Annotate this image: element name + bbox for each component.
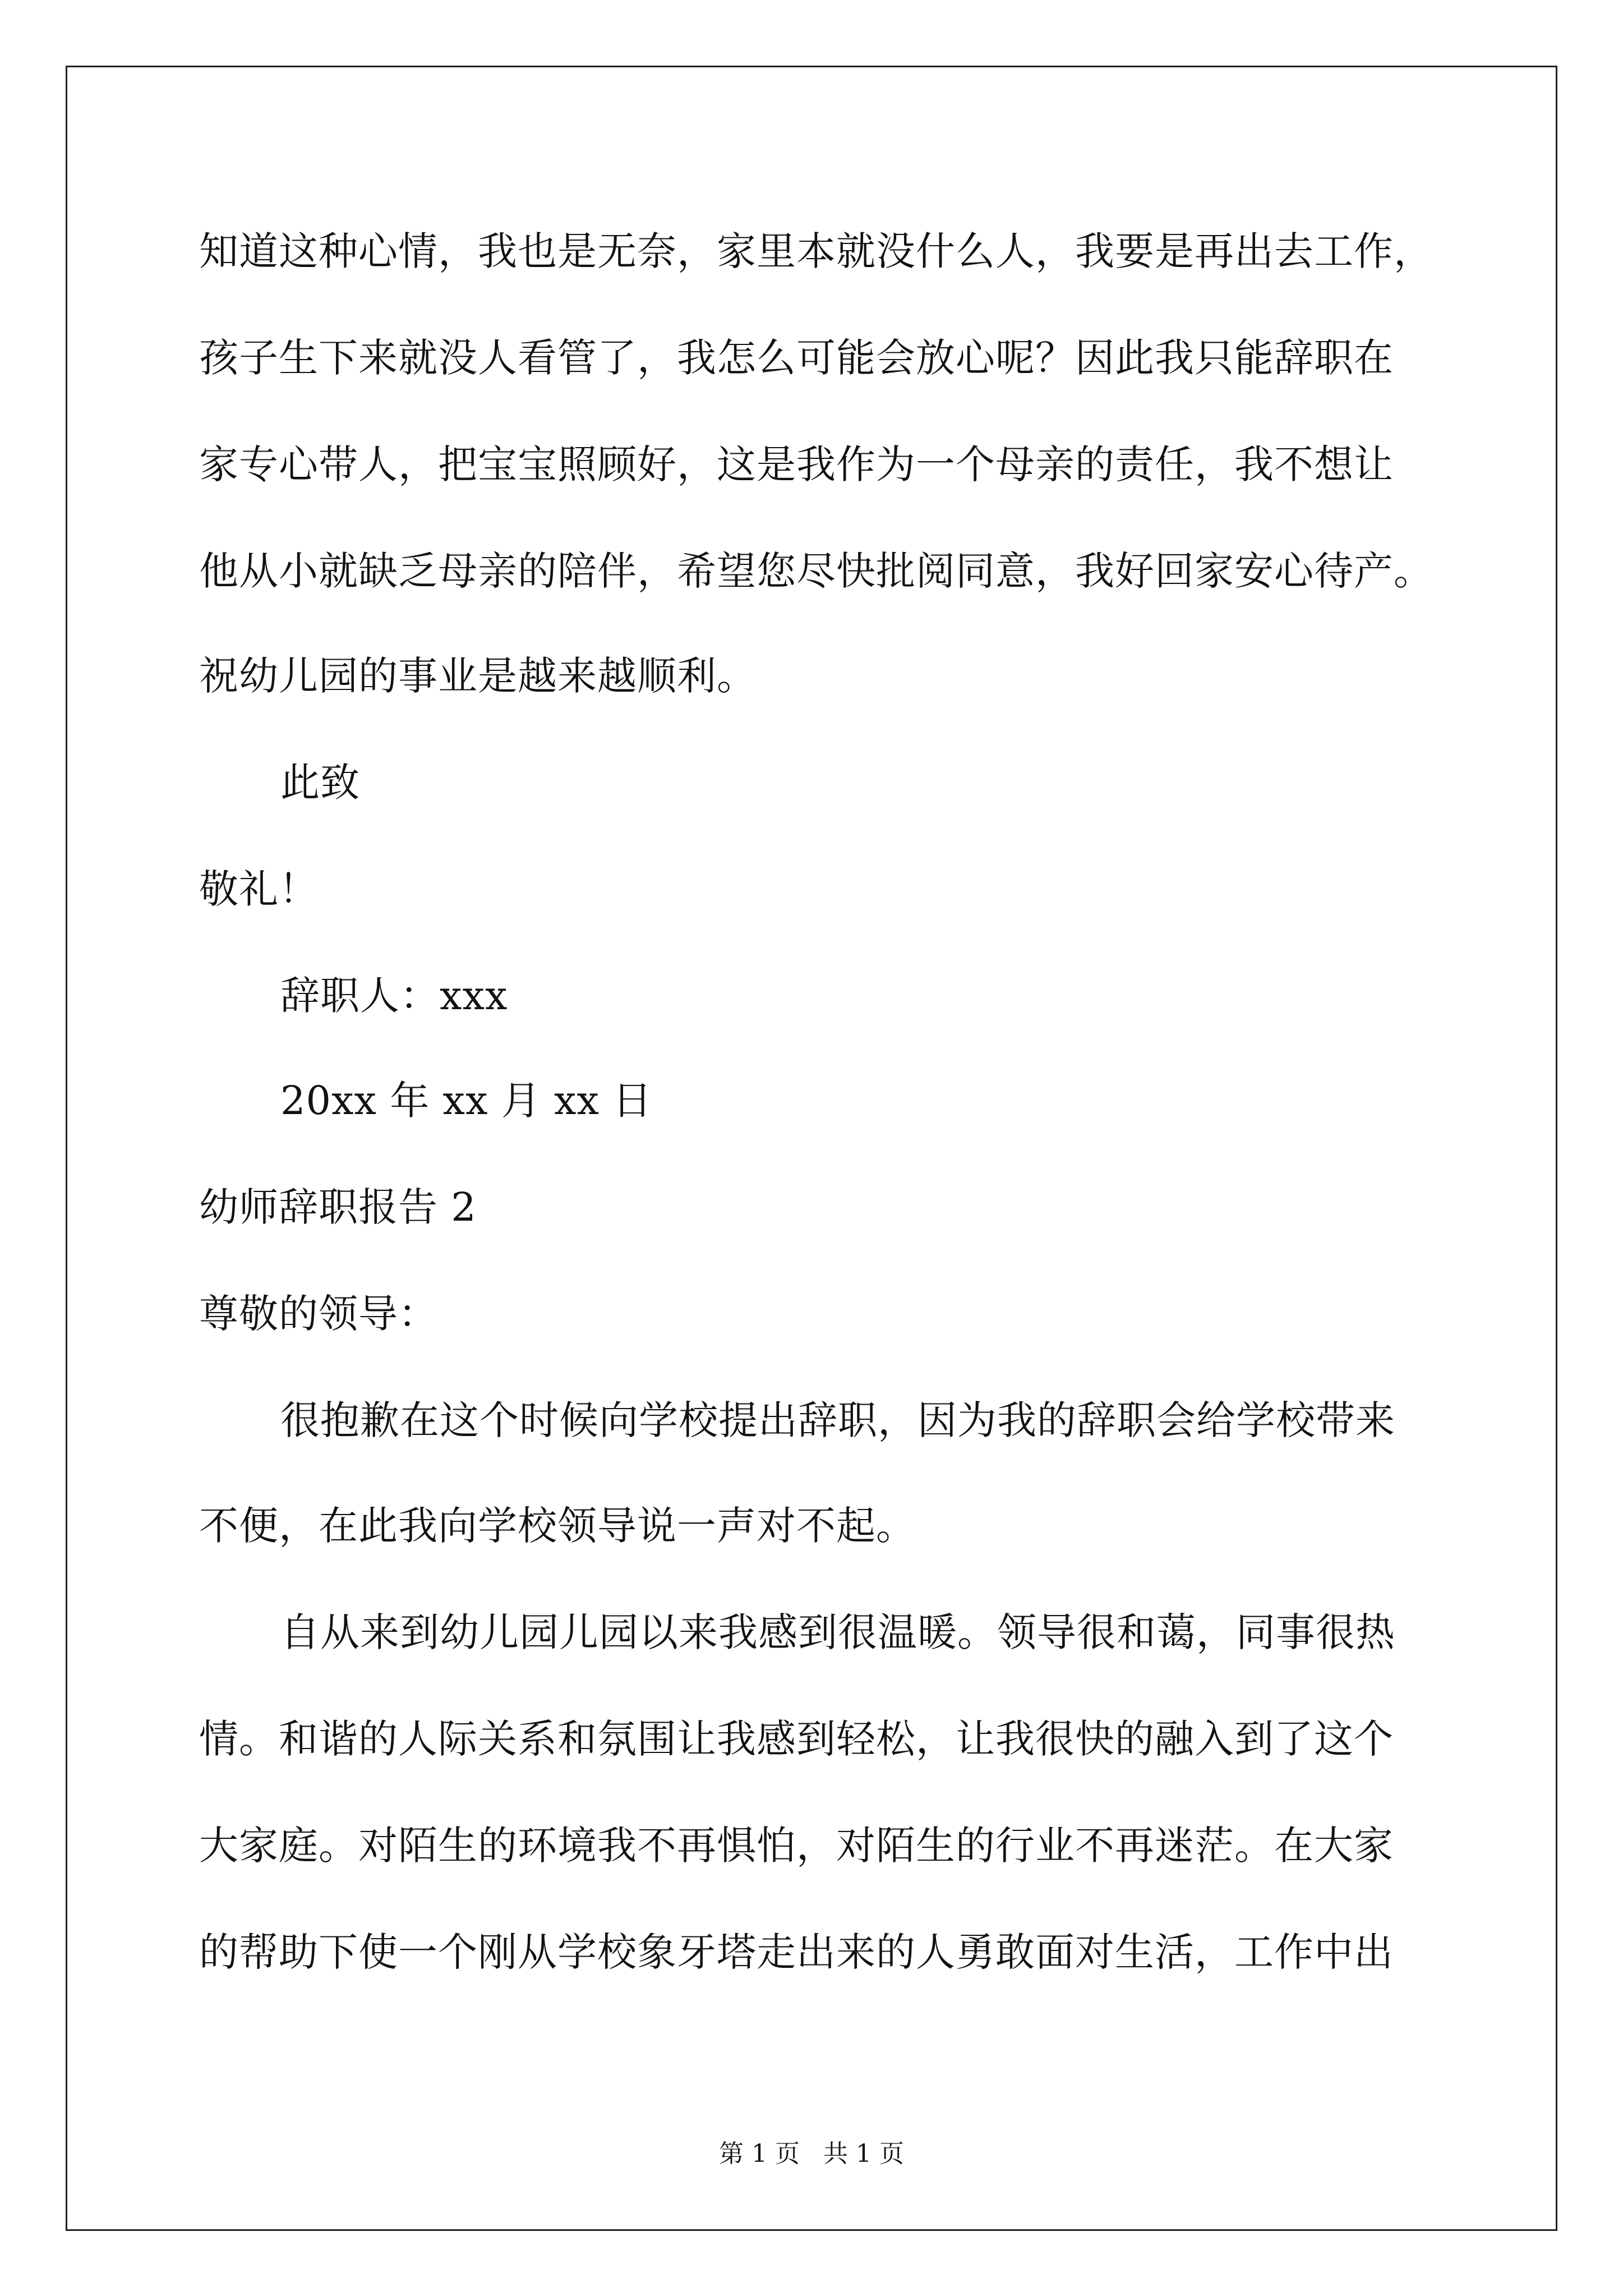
text-line: 祝幼儿园的事业是越来越顺利。 <box>199 653 757 699</box>
closing-regards: 敬礼！ <box>199 866 319 912</box>
text-line: 家专心带人，把宝宝照顾好，这是我作为一个母亲的责任，我不想让 <box>199 441 1394 487</box>
greeting: 尊敬的领导： <box>199 1291 438 1337</box>
page-border <box>66 66 1557 2231</box>
signature-date: 20xx 年 xx 月 xx 日 <box>280 1078 653 1124</box>
text-line: 大家庭。对陌生的环境我不再惧怕，对陌生的行业不再迷茫。在大家 <box>199 1823 1394 1869</box>
signature-name: 辞职人：xxx <box>280 973 508 1019</box>
text-line: 知道这种心情，我也是无奈，家里本就没什么人，我要是再出去工作， <box>199 228 1433 274</box>
text-line: 孩子生下来就没人看管了，我怎么可能会放心呢？因此我只能辞职在 <box>199 335 1394 381</box>
text-line: 的帮助下使一个刚从学校象牙塔走出来的人勇敢面对生活，工作中出 <box>199 1929 1394 1975</box>
text-line: 自从来到幼儿园儿园以来我感到很温暖。领导很和蔼，同事很热 <box>280 1609 1395 1655</box>
text-line: 他从小就缺乏母亲的陪伴，希望您尽快批阅同意，我好回家安心待产。 <box>199 548 1433 594</box>
text-line: 情。和谐的人际关系和氛围让我感到轻松，让我很快的融入到了这个 <box>199 1716 1394 1762</box>
section-title: 幼师辞职报告 2 <box>199 1184 477 1230</box>
page-footer: 第 1 页 共 1 页 <box>719 2139 904 2168</box>
text-line: 不便，在此我向学校领导说一声对不起。 <box>199 1503 916 1549</box>
closing-salutation: 此致 <box>280 760 360 806</box>
text-line: 很抱歉在这个时候向学校提出辞职，因为我的辞职会给学校带来 <box>280 1397 1395 1443</box>
